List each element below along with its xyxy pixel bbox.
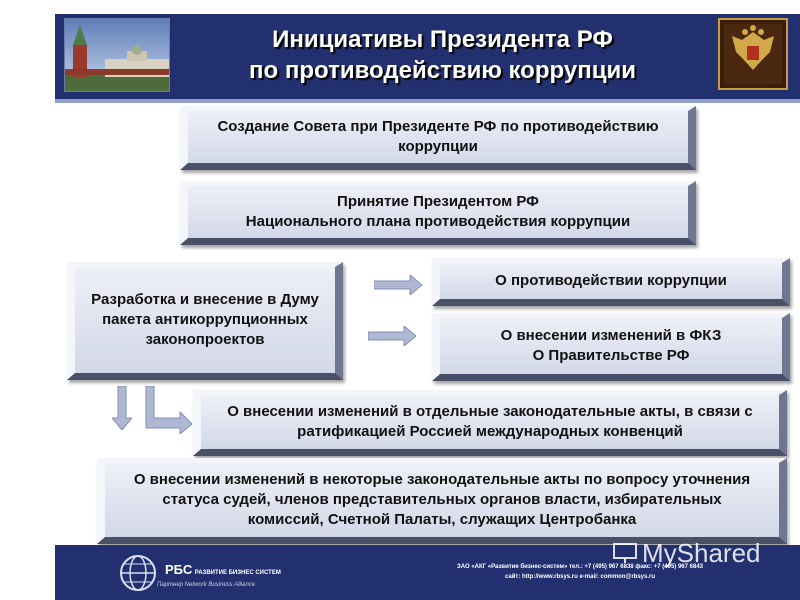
title-line-2: по противодействию коррупции (249, 57, 636, 84)
arrow-down-icon (112, 386, 132, 430)
bill-package-box (67, 262, 343, 380)
kremlin-image (64, 18, 170, 92)
presentation-icon (612, 542, 638, 564)
arrow-bent-right-icon (140, 386, 192, 434)
footer-partner: Партнер Network Business Alliance (157, 582, 256, 588)
national-plan-box (180, 181, 696, 245)
coat-of-arms-icon (718, 18, 788, 90)
council-text: Создание Совета при Президенте РФ по противодействию коррупции (217, 118, 659, 155)
footer-brand-full: РАЗВИТИЕ БИЗНЕС СИСТЕМ (194, 570, 281, 576)
arrow-right-icon (374, 275, 422, 295)
footer-contact-line-1: ЗАО «АКГ «Развитие бизнес-систем» тел.: +7 (495) 967 6838 факс: +7 (495) 967 6843 (456, 564, 703, 570)
fkz-line-2: О Правительстве РФ (532, 347, 690, 364)
top-margin (0, 0, 800, 14)
watermark-text: MyShared (642, 538, 761, 568)
anti-corruption-law-text: О противодействии коррупции (495, 272, 727, 289)
title-line-1: Инициативы Президента РФ (272, 26, 613, 53)
header-strip (55, 99, 800, 103)
rbs-globe-icon (118, 553, 158, 593)
anti-corruption-law-box (432, 258, 790, 306)
judges-status-box (97, 458, 787, 544)
footer-brand-short: РБС (165, 562, 193, 577)
conventions-box (193, 390, 787, 456)
fkz-box (432, 313, 790, 381)
bill-package-text: Разработка и внесение в Думу пакета антикоррупционных законопроектов (91, 291, 319, 348)
council-box (180, 106, 696, 170)
arrow-right-icon (368, 326, 416, 346)
footer-brand (165, 562, 281, 577)
page-title (175, 24, 710, 86)
fkz-line-1: О внесении изменений в ФКЗ (500, 327, 722, 344)
judges-status-text: О внесении изменений в некоторые законодательные акты по вопросу уточнения статуса судей, членов представительных органов власти, избирательных комиссий, Счетной Палаты, служащих Центробанка (133, 471, 751, 528)
plan-line-1: Принятие Президентом РФ (337, 193, 539, 210)
plan-line-2: Национального плана противодействия коррупции (245, 213, 631, 230)
conventions-text: О внесении изменений в отдельные законодательные акты, в связи с ратификацией Россией международных конвенций (227, 403, 753, 440)
footer-contact-line-2: сайт: http://www.rbsys.ru e-mail: common@rbsys.ru (504, 574, 656, 580)
